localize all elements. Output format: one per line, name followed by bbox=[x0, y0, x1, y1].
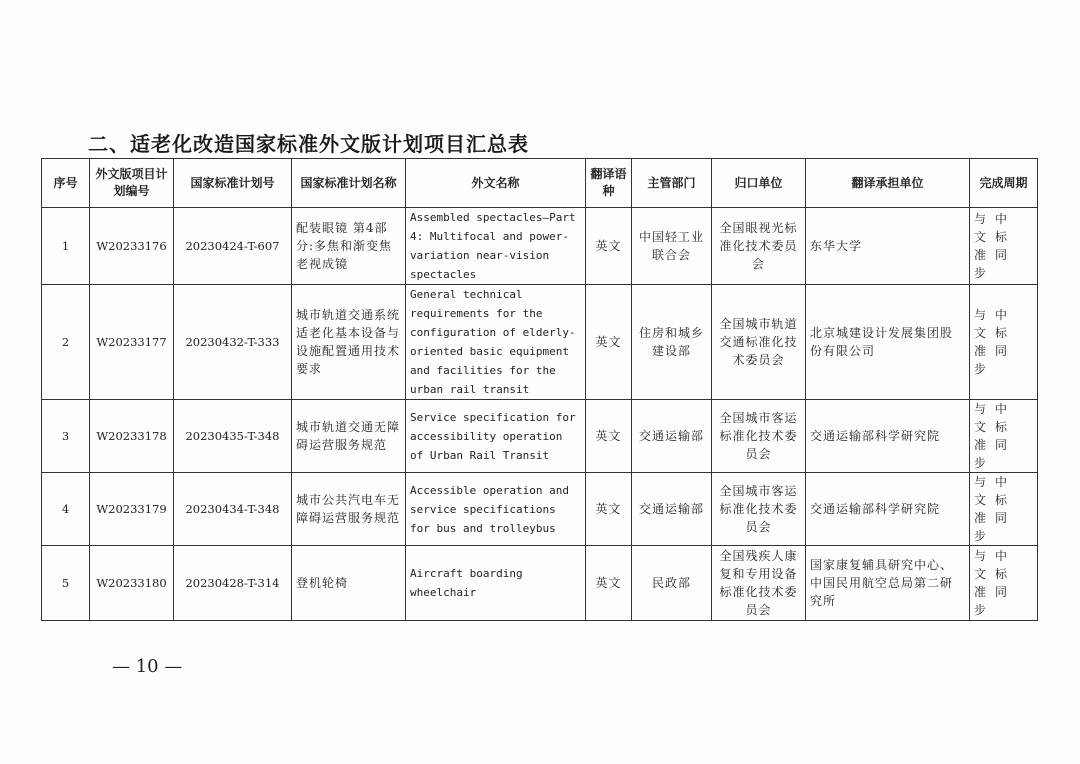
cell-national-plan-no: 20230435-T-348 bbox=[174, 400, 292, 473]
page-number: — 10 — bbox=[112, 656, 183, 677]
table-row bbox=[42, 546, 1038, 621]
cell-seq: 5 bbox=[42, 546, 90, 621]
cell-national-plan-no: 20230428-T-314 bbox=[174, 546, 292, 621]
page-heading: 二、适老化改造国家标准外文版计划项目汇总表 bbox=[88, 132, 529, 156]
header-foreign-name: 外文名称 bbox=[406, 159, 586, 208]
cell-language: 英文 bbox=[586, 285, 632, 400]
cell-national-plan-no: 20230434-T-348 bbox=[174, 473, 292, 546]
cell-foreign-name: General technical requirements for the configuration of elderly-oriented basic equipment and facilities for the urban rail transit bbox=[406, 285, 586, 400]
cell-dept: 民政部 bbox=[632, 546, 712, 621]
header-seq: 序号 bbox=[42, 159, 90, 208]
header-foreign-plan-no: 外文版项目计划编号 bbox=[90, 159, 174, 208]
cell-foreign-plan-no: W20233179 bbox=[90, 473, 174, 546]
cell-translator: 东华大学 bbox=[806, 208, 970, 285]
cell-unit: 全国城市轨道交通标准化技术委员会 bbox=[712, 285, 806, 400]
cell-foreign-name: Service specification for accessibility operation of Urban Rail Transit bbox=[406, 400, 586, 473]
cell-period: 与中文标准同步 bbox=[970, 208, 1038, 285]
cell-period: 与中文标准同步 bbox=[970, 400, 1038, 473]
header-national-plan-no: 国家标准计划号 bbox=[174, 159, 292, 208]
header-dept: 主管部门 bbox=[632, 159, 712, 208]
header-translator: 翻译承担单位 bbox=[806, 159, 970, 208]
header-national-name: 国家标准计划名称 bbox=[292, 159, 406, 208]
cell-foreign-name: Assembled spectacles—Part 4: Multifocal and power-variation near-vision spectacles bbox=[406, 208, 586, 285]
cell-foreign-plan-no: W20233178 bbox=[90, 400, 174, 473]
header-unit: 归口单位 bbox=[712, 159, 806, 208]
header-period: 完成周期 bbox=[970, 159, 1038, 208]
cell-language: 英文 bbox=[586, 546, 632, 621]
cell-period: 与中文标准同步 bbox=[970, 473, 1038, 546]
cell-language: 英文 bbox=[586, 208, 632, 285]
table-header-row bbox=[42, 159, 1038, 208]
cell-period: 与中文标准同步 bbox=[970, 546, 1038, 621]
cell-national-name: 城市公共汽电车无障碍运营服务规范 bbox=[292, 473, 406, 546]
cell-language: 英文 bbox=[586, 473, 632, 546]
table-row bbox=[42, 285, 1038, 400]
cell-foreign-plan-no: W20233180 bbox=[90, 546, 174, 621]
cell-national-name: 城市轨道交通无障碍运营服务规范 bbox=[292, 400, 406, 473]
cell-dept: 交通运输部 bbox=[632, 473, 712, 546]
cell-translator: 交通运输部科学研究院 bbox=[806, 400, 970, 473]
cell-foreign-plan-no: W20233176 bbox=[90, 208, 174, 285]
cell-translator: 国家康复辅具研究中心、中国民用航空总局第二研究所 bbox=[806, 546, 970, 621]
cell-seq: 4 bbox=[42, 473, 90, 546]
cell-seq: 1 bbox=[42, 208, 90, 285]
cell-national-name: 配装眼镜 第4部分:多焦和渐变焦老视成镜 bbox=[292, 208, 406, 285]
cell-dept: 交通运输部 bbox=[632, 400, 712, 473]
cell-unit: 全国城市客运标准化技术委员会 bbox=[712, 400, 806, 473]
cell-foreign-name: Aircraft boarding wheelchair bbox=[406, 546, 586, 621]
cell-dept: 住房和城乡建设部 bbox=[632, 285, 712, 400]
cell-seq: 2 bbox=[42, 285, 90, 400]
table-row bbox=[42, 473, 1038, 546]
cell-translator: 交通运输部科学研究院 bbox=[806, 473, 970, 546]
cell-dept: 中国轻工业联合会 bbox=[632, 208, 712, 285]
table-row bbox=[42, 400, 1038, 473]
cell-foreign-plan-no: W20233177 bbox=[90, 285, 174, 400]
cell-language: 英文 bbox=[586, 400, 632, 473]
cell-translator: 北京城建设计发展集团股份有限公司 bbox=[806, 285, 970, 400]
cell-national-plan-no: 20230432-T-333 bbox=[174, 285, 292, 400]
cell-unit: 全国眼视光标准化技术委员会 bbox=[712, 208, 806, 285]
plan-summary-table bbox=[41, 158, 1038, 621]
table-row bbox=[42, 208, 1038, 285]
header-language: 翻译语种 bbox=[586, 159, 632, 208]
cell-national-name: 城市轨道交通系统适老化基本设备与设施配置通用技术要求 bbox=[292, 285, 406, 400]
cell-seq: 3 bbox=[42, 400, 90, 473]
cell-national-name: 登机轮椅 bbox=[292, 546, 406, 621]
cell-foreign-name: Accessible operation and service specifications for bus and trolleybus bbox=[406, 473, 586, 546]
cell-national-plan-no: 20230424-T-607 bbox=[174, 208, 292, 285]
cell-unit: 全国残疾人康复和专用设备标准化技术委员会 bbox=[712, 546, 806, 621]
cell-unit: 全国城市客运标准化技术委员会 bbox=[712, 473, 806, 546]
cell-period: 与中文标准同步 bbox=[970, 285, 1038, 400]
